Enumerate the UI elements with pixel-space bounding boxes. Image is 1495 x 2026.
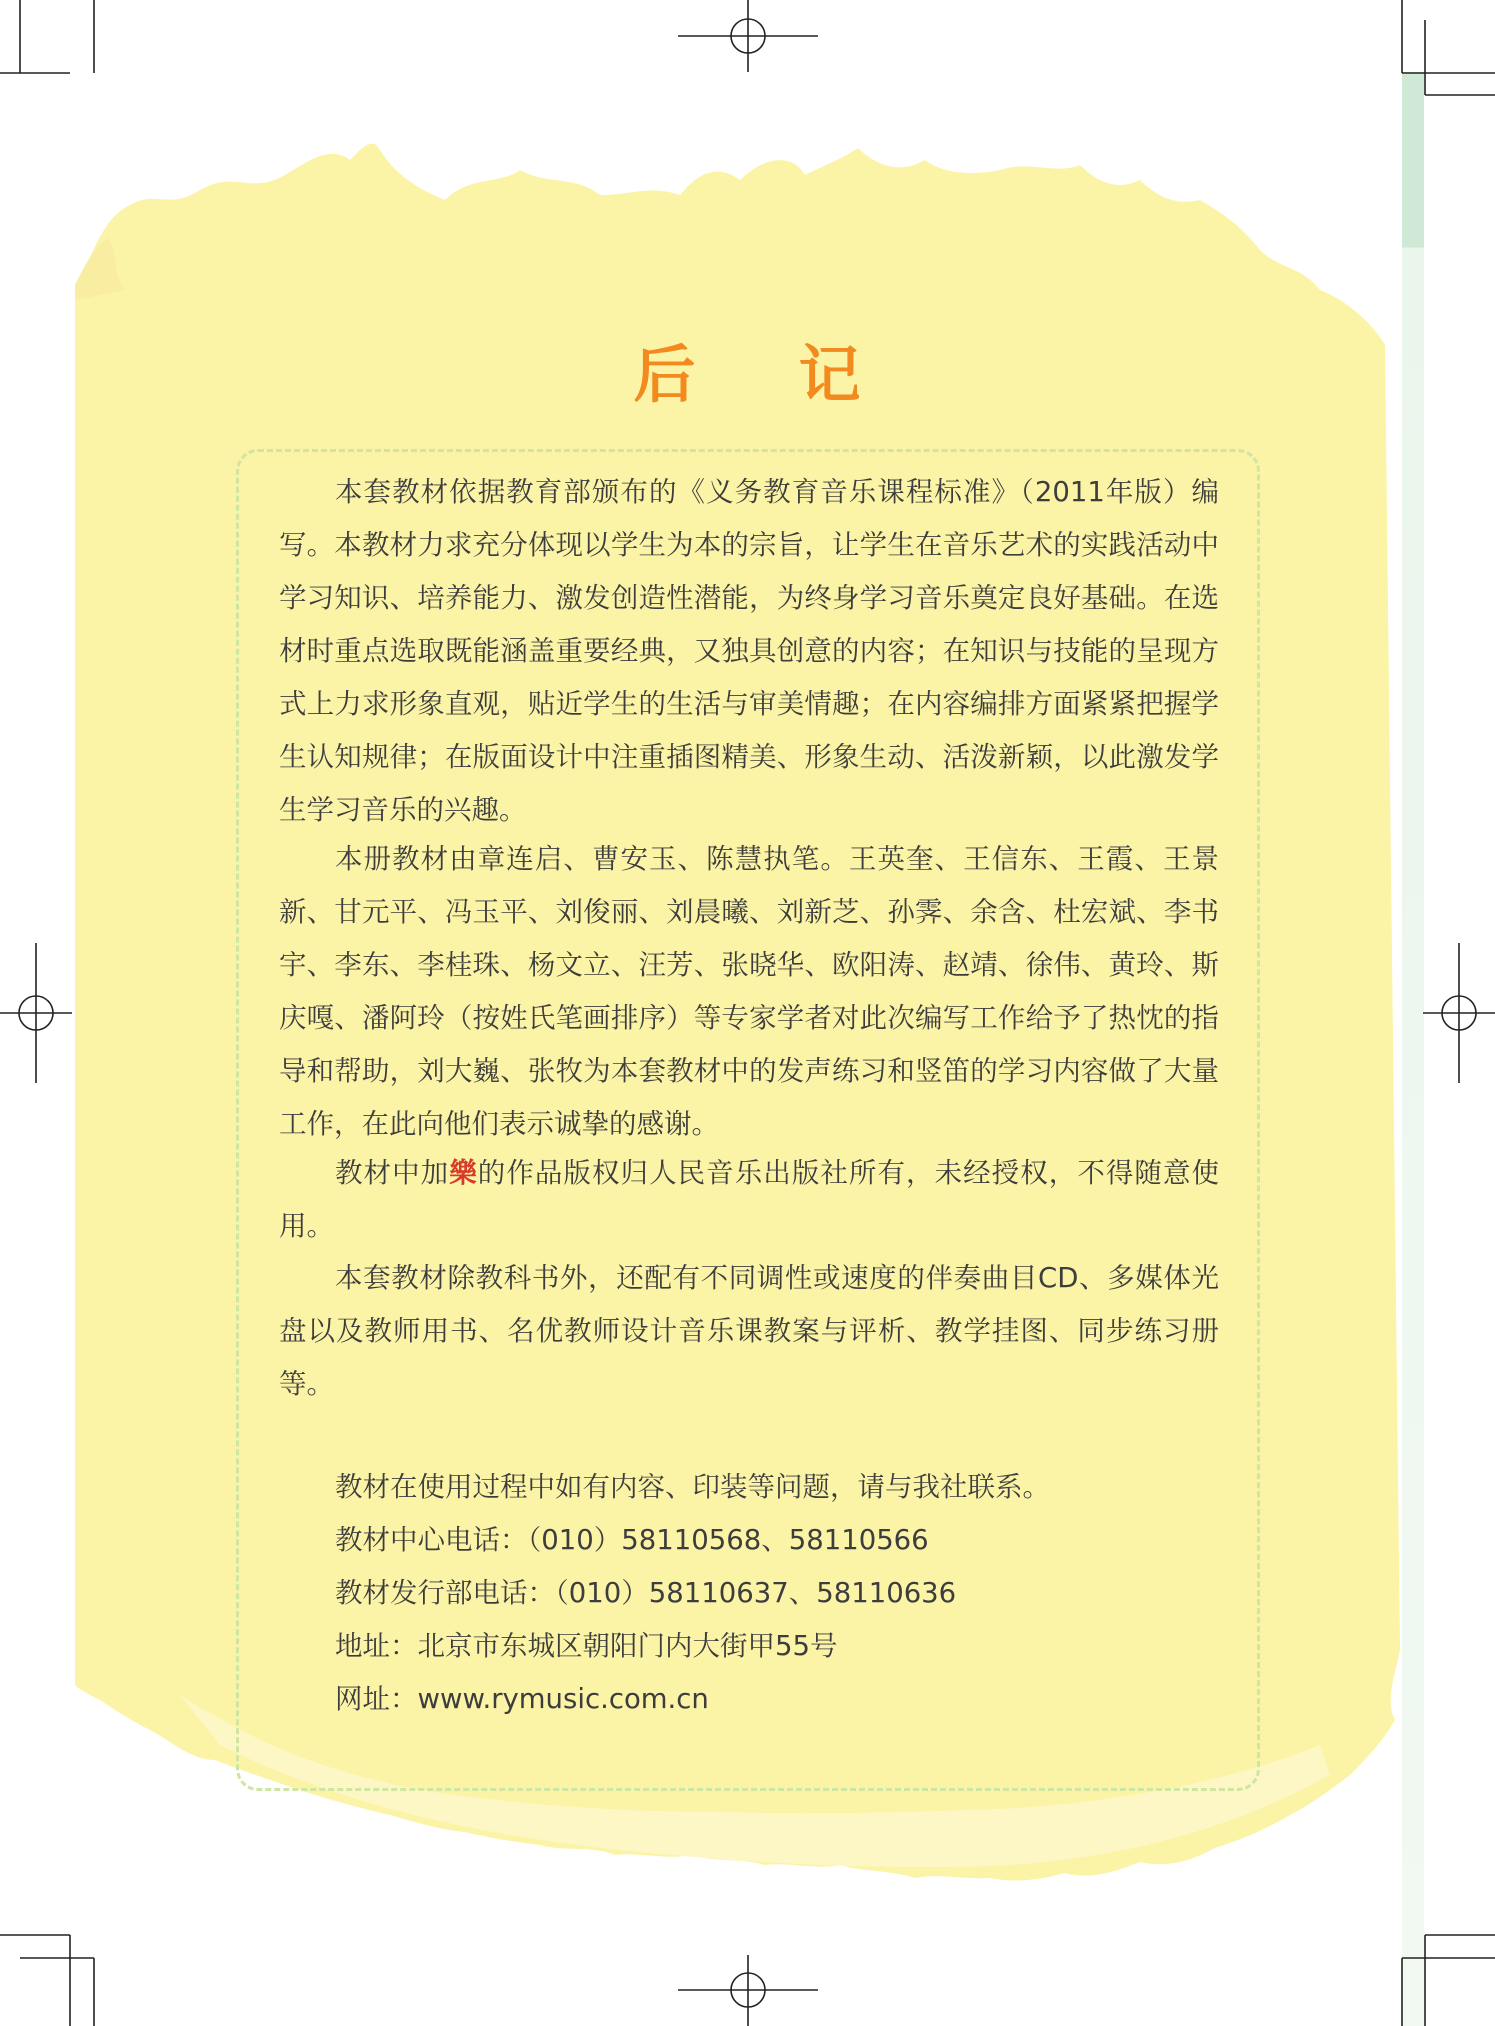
- copyright-text-after: 的作品版权归人民音乐出版社所有，未经授权，不得随意使用。: [279, 1157, 1220, 1242]
- paragraph-intro: 本套教材依据教育部颁布的《义务教育音乐课程标准》（2011年版）编写。本教材力求充分体现以学生为本的宗旨，让学生在音乐艺术的实践活动中学习知识、培养能力、激发创造性潜能，为终身学习音乐奠定良好基础。在选材时重点选取既能涵盖重要经典，又独具创意的内容；在知识与技能的呈现方式上力求形象直观，贴近学生的生活与审美情趣；在内容编排方面紧紧把握学生认知规律；在版面设计中注重插图精美、形象生动、活泼新颖，以此激发学生学习音乐的兴趣。: [279, 476, 1219, 826]
- copyright-text-before: 教材中加: [335, 1157, 450, 1189]
- contact-website: 网址：www.rymusic.com.cn: [335, 1683, 709, 1715]
- contact-phone-distribution: 教材发行部电话：（010）58110637、58110636: [335, 1577, 957, 1609]
- contact-phone-center: 教材中心电话：（010）58110568、58110566: [335, 1524, 929, 1556]
- crop-mark-top-left: [0, 0, 94, 93]
- contact-note: 教材在使用过程中如有内容、印装等问题，请与我社联系。: [335, 1471, 1050, 1503]
- paragraph-acknowledgements: 本册教材由章连启、曹安玉、陈慧执笔。王英奎、王信东、王霞、王景新、甘元平、冯玉平、刘俊丽、刘晨曦、刘新芝、孙霁、余含、杜宏斌、李书宇、李东、李桂珠、杨文立、汪芳、张晓华、欧阳涛、赵靖、徐伟、黄玲、斯庆嘎、潘阿玲（按姓氏笔画排序）等专家学者对此次编写工作给予了热忱的指导和帮助，刘大巍、张牧为本套教材中的发声练习和竖笛的学习内容做了大量工作，在此向他们表示诚挚的感谢。: [279, 843, 1219, 1140]
- music-logo-mark: 樂: [449, 1157, 478, 1189]
- registration-mark-right: [1423, 943, 1495, 1083]
- crop-mark-bottom-left: [0, 1935, 94, 2026]
- contact-address: 地址：北京市东城区朝阳门内大街甲55号: [335, 1630, 838, 1662]
- crop-mark-top-right: [1402, 0, 1495, 95]
- title-char-1: 后: [633, 338, 697, 411]
- registration-mark-left: [0, 943, 72, 1083]
- paragraph-supplements: 本套教材除教科书外，还配有不同调性或速度的伴奏曲目CD、多媒体光盘以及教师用书、名优教师设计音乐课教案与评析、教学挂图、同步练习册等。: [279, 1262, 1219, 1400]
- crop-mark-bottom-right: [1402, 1935, 1495, 2026]
- title-char-2: 记: [798, 338, 862, 411]
- page-title: [0, 325, 1495, 414]
- registration-mark-bottom: [678, 1955, 818, 2026]
- registration-mark-top: [678, 0, 818, 72]
- paragraph-copyright: [279, 1147, 1219, 1253]
